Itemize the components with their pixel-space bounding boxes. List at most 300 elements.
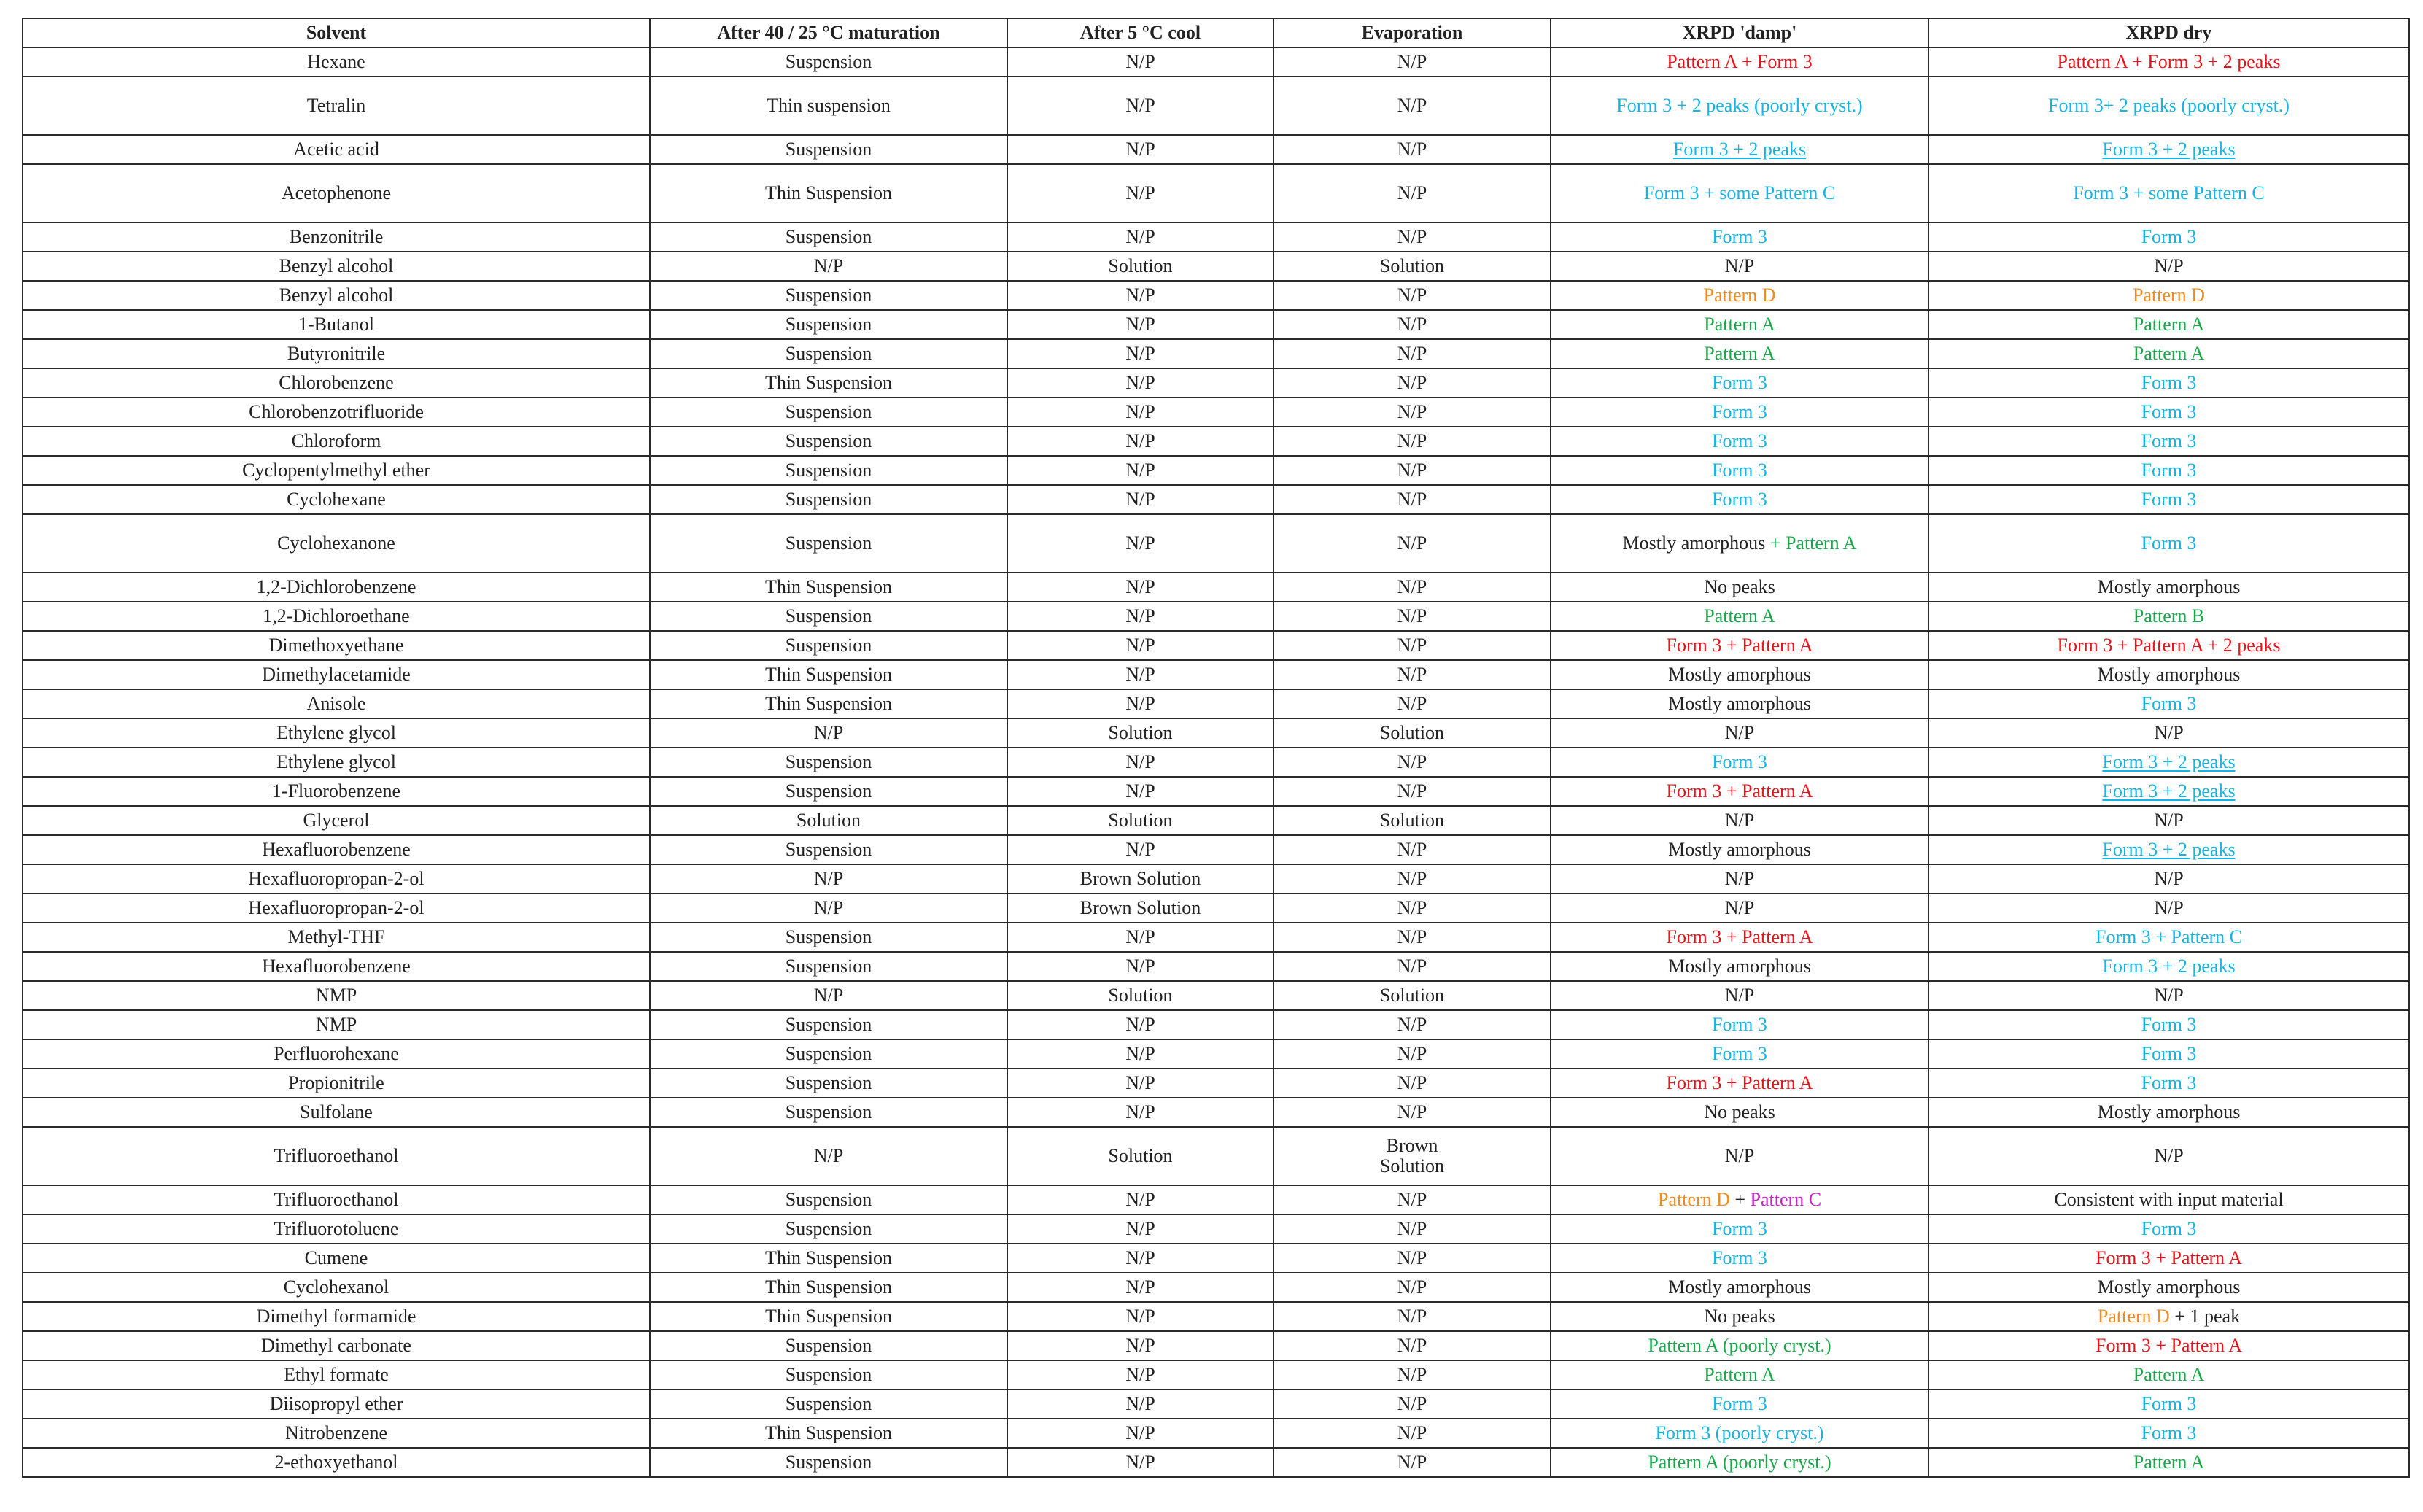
cell-maturation: Suspension — [650, 777, 1007, 806]
cell-cool: Solution — [1007, 981, 1273, 1010]
table-row — [23, 514, 2409, 573]
cell-xrpd-damp — [1551, 164, 1928, 222]
xrpd-result-segment: Form 3 — [2141, 459, 2197, 481]
xrpd-result-segment: Form 3 — [1712, 430, 1767, 451]
xrpd-result-segment: N/P — [2154, 984, 2184, 1006]
xrpd-result-segment: Pattern A + Form 3 + 2 peaks — [2057, 50, 2281, 72]
cell-xrpd-damp — [1551, 339, 1928, 368]
xrpd-result-segment: Mostly amorphous — [2097, 1276, 2241, 1298]
cell-xrpd-damp — [1551, 1302, 1928, 1331]
xrpd-result-segment: Form 3 — [1712, 1247, 1767, 1268]
cell-solvent: Chlorobenzotrifluoride — [23, 398, 650, 427]
cell-solvent: Dimethylacetamide — [23, 660, 650, 689]
cell-xrpd-dry — [1928, 602, 2409, 631]
cell-maturation: Suspension — [650, 1389, 1007, 1419]
header-evaporation: Evaporation — [1273, 18, 1551, 47]
xrpd-result-segment: N/P — [2154, 255, 2184, 276]
xrpd-result-segment: Form 3 — [2141, 1392, 2197, 1414]
xrpd-result-segment: Form 3 + Pattern A — [2096, 1334, 2242, 1356]
xrpd-result-segment: Pattern A — [2133, 313, 2205, 335]
cell-xrpd-damp — [1551, 718, 1928, 748]
xrpd-result-segment: Pattern C — [1750, 1188, 1822, 1210]
xrpd-result-segment: Form 3 — [2141, 488, 2197, 510]
cell-xrpd-dry — [1928, 222, 2409, 252]
table-body — [23, 47, 2409, 1477]
cell-evaporation: N/P — [1273, 1185, 1551, 1214]
cell-evaporation: N/P — [1273, 135, 1551, 164]
table-row — [23, 835, 2409, 864]
xrpd-result-segment: Pattern A + Form 3 — [1667, 50, 1813, 72]
cell-cool: N/P — [1007, 1214, 1273, 1244]
xrpd-result-segment: Pattern D — [2097, 1305, 2170, 1327]
xrpd-result-segment: Form 3 — [1712, 371, 1767, 393]
cell-xrpd-damp — [1551, 1010, 1928, 1039]
cell-xrpd-dry — [1928, 806, 2409, 835]
cell-cool: N/P — [1007, 1010, 1273, 1039]
cell-solvent: 1,2-Dichloroethane — [23, 602, 650, 631]
cell-xrpd-damp — [1551, 456, 1928, 485]
cell-xrpd-dry — [1928, 1331, 2409, 1360]
xrpd-result-segment: Mostly amorphous — [1622, 532, 1766, 554]
xrpd-result-segment: Form 3 + Pattern A + 2 peaks — [2057, 634, 2281, 656]
xrpd-result-segment: Form 3 — [2141, 1422, 2197, 1443]
cell-maturation: Suspension — [650, 222, 1007, 252]
xrpd-result-segment: Form 3 + 2 peaks — [2102, 955, 2236, 977]
cell-evaporation: Solution — [1273, 806, 1551, 835]
header-xrpd-dry: XRPD dry — [1928, 18, 2409, 47]
cell-maturation: N/P — [650, 893, 1007, 923]
cell-xrpd-dry — [1928, 718, 2409, 748]
cell-evaporation: N/P — [1273, 1360, 1551, 1389]
cell-xrpd-damp — [1551, 1039, 1928, 1069]
xrpd-result-segment: Pattern A — [1704, 1363, 1775, 1385]
xrpd-result-segment: Form 3 + 2 peaks — [2102, 838, 2236, 860]
xrpd-result-segment: Consistent with input material — [2054, 1188, 2284, 1210]
cell-xrpd-damp — [1551, 660, 1928, 689]
cell-maturation: Suspension — [650, 427, 1007, 456]
cell-evaporation: N/P — [1273, 398, 1551, 427]
table-row — [23, 573, 2409, 602]
cell-cool: N/P — [1007, 1098, 1273, 1127]
cell-evaporation: N/P — [1273, 1010, 1551, 1039]
table-row — [23, 1185, 2409, 1214]
cell-xrpd-damp — [1551, 777, 1928, 806]
xrpd-result-segment: Form 3 — [1712, 1217, 1767, 1239]
cell-xrpd-damp — [1551, 1419, 1928, 1448]
xrpd-result-segment: No peaks — [1704, 575, 1775, 597]
cell-xrpd-damp — [1551, 514, 1928, 573]
cell-cool: Brown Solution — [1007, 893, 1273, 923]
cell-cool: N/P — [1007, 748, 1273, 777]
cell-solvent: Benzyl alcohol — [23, 252, 650, 281]
cell-solvent: Trifluorotoluene — [23, 1214, 650, 1244]
cell-xrpd-damp — [1551, 398, 1928, 427]
cell-xrpd-damp — [1551, 368, 1928, 398]
cell-solvent: Benzyl alcohol — [23, 281, 650, 310]
cell-solvent: NMP — [23, 981, 650, 1010]
cell-maturation: Suspension — [650, 281, 1007, 310]
xrpd-result-segment: Form 3 + 2 peaks — [2102, 751, 2236, 772]
cell-maturation: Thin Suspension — [650, 1302, 1007, 1331]
cell-xrpd-dry — [1928, 1039, 2409, 1069]
cell-solvent: Trifluoroethanol — [23, 1185, 650, 1214]
cell-evaporation: N/P — [1273, 1214, 1551, 1244]
cell-cool: N/P — [1007, 952, 1273, 981]
cell-xrpd-damp — [1551, 1331, 1928, 1360]
cell-xrpd-damp — [1551, 893, 1928, 923]
cell-xrpd-damp — [1551, 806, 1928, 835]
xrpd-result-segment: Pattern A — [1704, 313, 1775, 335]
cell-maturation: Thin Suspension — [650, 368, 1007, 398]
cell-evaporation: N/P — [1273, 485, 1551, 514]
cell-maturation: Suspension — [650, 1360, 1007, 1389]
table-row — [23, 456, 2409, 485]
xrpd-result-segment: Form 3 + 2 peaks — [1672, 138, 1807, 160]
cell-maturation: Suspension — [650, 1098, 1007, 1127]
cell-cool: N/P — [1007, 573, 1273, 602]
cell-maturation: Thin suspension — [650, 77, 1007, 135]
cell-xrpd-damp — [1551, 1448, 1928, 1477]
cell-xrpd-damp — [1551, 981, 1928, 1010]
cell-maturation: N/P — [650, 252, 1007, 281]
cell-evaporation: N/P — [1273, 514, 1551, 573]
cell-cool: N/P — [1007, 1302, 1273, 1331]
xrpd-result-segment: Pattern A — [2133, 1363, 2205, 1385]
xrpd-result-segment: Form 3 + some Pattern C — [1643, 182, 1836, 203]
cell-maturation: Suspension — [650, 485, 1007, 514]
cell-xrpd-dry — [1928, 135, 2409, 164]
cell-xrpd-dry — [1928, 1069, 2409, 1098]
cell-maturation: Suspension — [650, 310, 1007, 339]
cell-evaporation: N/P — [1273, 47, 1551, 77]
table-row — [23, 777, 2409, 806]
cell-maturation: N/P — [650, 864, 1007, 893]
table-row — [23, 252, 2409, 281]
cell-xrpd-dry — [1928, 485, 2409, 514]
table-row — [23, 1389, 2409, 1419]
cell-cool: N/P — [1007, 660, 1273, 689]
cell-xrpd-dry — [1928, 1302, 2409, 1331]
xrpd-result-segment: Form 3+ 2 peaks (poorly cryst.) — [2048, 94, 2290, 116]
header-xrpd-damp: XRPD 'damp' — [1551, 18, 1928, 47]
cell-xrpd-dry — [1928, 1419, 2409, 1448]
xrpd-result-segment: Form 3 — [2141, 532, 2197, 554]
cell-maturation: Suspension — [650, 398, 1007, 427]
cell-xrpd-damp — [1551, 923, 1928, 952]
xrpd-result-segment: Form 3 — [2141, 1042, 2197, 1064]
cell-evaporation: Brown Solution — [1273, 1127, 1551, 1185]
cell-xrpd-dry — [1928, 923, 2409, 952]
cell-cool: N/P — [1007, 1448, 1273, 1477]
table-row — [23, 1419, 2409, 1448]
cell-maturation: Suspension — [650, 748, 1007, 777]
cell-maturation: Suspension — [650, 1331, 1007, 1360]
cell-maturation: Thin Suspension — [650, 1273, 1007, 1302]
table-row — [23, 923, 2409, 952]
xrpd-result-segment: Pattern A — [1704, 605, 1775, 627]
cell-cool: N/P — [1007, 514, 1273, 573]
cell-solvent: Hexafluoropropan-2-ol — [23, 893, 650, 923]
cell-cool: N/P — [1007, 1244, 1273, 1273]
cell-xrpd-dry — [1928, 1010, 2409, 1039]
cell-xrpd-damp — [1551, 135, 1928, 164]
cell-maturation: Suspension — [650, 47, 1007, 77]
cell-xrpd-damp — [1551, 281, 1928, 310]
cell-solvent: Diisopropyl ether — [23, 1389, 650, 1419]
cell-xrpd-dry — [1928, 573, 2409, 602]
xrpd-result-segment: Form 3 — [1712, 459, 1767, 481]
cell-xrpd-dry — [1928, 1244, 2409, 1273]
cell-maturation: Suspension — [650, 1214, 1007, 1244]
xrpd-result-segment: Mostly amorphous — [1668, 955, 1811, 977]
cell-xrpd-damp — [1551, 1244, 1928, 1273]
cell-xrpd-dry — [1928, 77, 2409, 135]
xrpd-result-segment: Pattern A — [1704, 342, 1775, 364]
cell-xrpd-damp — [1551, 952, 1928, 981]
cell-solvent: Tetralin — [23, 77, 650, 135]
cell-solvent: Cyclohexanone — [23, 514, 650, 573]
xrpd-result-segment: Mostly amorphous — [2097, 575, 2241, 597]
cell-xrpd-damp — [1551, 1069, 1928, 1098]
cell-maturation: Suspension — [650, 923, 1007, 952]
cell-xrpd-dry — [1928, 1448, 2409, 1477]
cell-maturation: Thin Suspension — [650, 573, 1007, 602]
cell-xrpd-damp — [1551, 47, 1928, 77]
xrpd-result-segment: Pattern A (poorly cryst.) — [1648, 1451, 1831, 1473]
table-row — [23, 602, 2409, 631]
table-row — [23, 1214, 2409, 1244]
header-cool: After 5 °C cool — [1007, 18, 1273, 47]
cell-cool: Solution — [1007, 252, 1273, 281]
cell-cool: Solution — [1007, 1127, 1273, 1185]
cell-maturation: Suspension — [650, 456, 1007, 485]
cell-xrpd-dry — [1928, 427, 2409, 456]
cell-cool: N/P — [1007, 456, 1273, 485]
cell-solvent: 1-Butanol — [23, 310, 650, 339]
table-row — [23, 1010, 2409, 1039]
xrpd-result-segment: N/P — [2154, 867, 2184, 889]
table-row — [23, 1273, 2409, 1302]
cell-xrpd-dry — [1928, 952, 2409, 981]
table-row — [23, 135, 2409, 164]
cell-xrpd-damp — [1551, 602, 1928, 631]
cell-evaporation: N/P — [1273, 1039, 1551, 1069]
cell-evaporation: Solution — [1273, 981, 1551, 1010]
cell-evaporation: N/P — [1273, 164, 1551, 222]
cell-cool: N/P — [1007, 427, 1273, 456]
xrpd-result-segment: Form 3 — [2141, 1217, 2197, 1239]
cell-maturation: Solution — [650, 806, 1007, 835]
cell-maturation: Suspension — [650, 339, 1007, 368]
cell-evaporation: N/P — [1273, 310, 1551, 339]
xrpd-result-segment: Form 3 — [2141, 225, 2197, 247]
table-row — [23, 952, 2409, 981]
xrpd-result-segment: Pattern D — [1657, 1188, 1730, 1210]
table-row — [23, 1098, 2409, 1127]
cell-xrpd-dry — [1928, 252, 2409, 281]
cell-evaporation: N/P — [1273, 1069, 1551, 1098]
xrpd-result-segment: Form 3 — [1712, 1013, 1767, 1035]
cell-xrpd-dry — [1928, 339, 2409, 368]
cell-solvent: Hexafluoropropan-2-ol — [23, 864, 650, 893]
table-row — [23, 339, 2409, 368]
header-row — [23, 18, 2409, 47]
cell-evaporation: N/P — [1273, 602, 1551, 631]
cell-xrpd-damp — [1551, 1098, 1928, 1127]
cell-evaporation: N/P — [1273, 631, 1551, 660]
cell-maturation: Thin Suspension — [650, 1244, 1007, 1273]
cell-xrpd-dry — [1928, 631, 2409, 660]
cell-xrpd-damp — [1551, 310, 1928, 339]
cell-xrpd-dry — [1928, 864, 2409, 893]
table-row — [23, 718, 2409, 748]
cell-cool: Solution — [1007, 718, 1273, 748]
xrpd-result-segment: Form 3 — [2141, 430, 2197, 451]
cell-solvent: 2-ethoxyethanol — [23, 1448, 650, 1477]
table-row — [23, 1302, 2409, 1331]
cell-xrpd-dry — [1928, 660, 2409, 689]
cell-cool: N/P — [1007, 339, 1273, 368]
table-row — [23, 1331, 2409, 1360]
cell-solvent: Cyclopentylmethyl ether — [23, 456, 650, 485]
cell-cool: N/P — [1007, 398, 1273, 427]
table-row — [23, 164, 2409, 222]
xrpd-result-segment: N/P — [1724, 984, 1755, 1006]
xrpd-result-segment: Pattern B — [2133, 605, 2205, 627]
xrpd-result-segment: N/P — [2154, 809, 2184, 831]
xrpd-result-segment: Form 3 + Pattern C — [2096, 926, 2242, 947]
xrpd-result-segment: Form 3 + Pattern A — [1666, 634, 1813, 656]
xrpd-result-segment: N/P — [1724, 809, 1755, 831]
cell-evaporation: N/P — [1273, 660, 1551, 689]
xrpd-result-segment: Pattern D — [1703, 284, 1776, 306]
cell-evaporation: N/P — [1273, 1244, 1551, 1273]
cell-evaporation: N/P — [1273, 748, 1551, 777]
cell-xrpd-damp — [1551, 1185, 1928, 1214]
table-row — [23, 281, 2409, 310]
table-row — [23, 806, 2409, 835]
cell-maturation: Suspension — [650, 1448, 1007, 1477]
xrpd-result-segment: N/P — [1724, 255, 1755, 276]
cell-maturation: Thin Suspension — [650, 1419, 1007, 1448]
cell-xrpd-damp — [1551, 631, 1928, 660]
xrpd-result-segment: N/P — [1724, 896, 1755, 918]
cell-xrpd-damp — [1551, 1389, 1928, 1419]
table-row — [23, 864, 2409, 893]
xrpd-result-segment: + 1 peak — [2169, 1305, 2241, 1327]
cell-solvent: Nitrobenzene — [23, 1419, 650, 1448]
cell-xrpd-dry — [1928, 514, 2409, 573]
cell-solvent: Chloroform — [23, 427, 650, 456]
cell-maturation: Suspension — [650, 602, 1007, 631]
xrpd-result-segment: Mostly amorphous — [1668, 838, 1811, 860]
cell-cool: N/P — [1007, 835, 1273, 864]
cell-solvent: Benzonitrile — [23, 222, 650, 252]
cell-evaporation: N/P — [1273, 281, 1551, 310]
cell-maturation: Suspension — [650, 1185, 1007, 1214]
cell-maturation: Suspension — [650, 1069, 1007, 1098]
xrpd-result-segment: No peaks — [1704, 1101, 1775, 1123]
cell-solvent: Butyronitrile — [23, 339, 650, 368]
cell-cool: Solution — [1007, 806, 1273, 835]
cell-evaporation: N/P — [1273, 456, 1551, 485]
xrpd-result-segment: Pattern A — [2133, 1451, 2205, 1473]
table-row — [23, 485, 2409, 514]
cell-xrpd-damp — [1551, 485, 1928, 514]
cell-xrpd-damp — [1551, 748, 1928, 777]
xrpd-result-segment: N/P — [2154, 1144, 2184, 1166]
cell-cool: N/P — [1007, 135, 1273, 164]
xrpd-result-segment: Pattern A — [2133, 342, 2205, 364]
xrpd-result-segment: Form 3 + Pattern A — [1666, 780, 1813, 802]
table-row — [23, 1448, 2409, 1477]
table-row — [23, 1039, 2409, 1069]
xrpd-result-segment: Form 3 + some Pattern C — [2073, 182, 2265, 203]
cell-maturation: Suspension — [650, 1010, 1007, 1039]
xrpd-result-segment: Mostly amorphous — [1668, 1276, 1811, 1298]
xrpd-result-segment: Pattern D — [2133, 284, 2205, 306]
cell-evaporation: N/P — [1273, 339, 1551, 368]
cell-cool: N/P — [1007, 485, 1273, 514]
cell-xrpd-dry — [1928, 310, 2409, 339]
xrpd-result-segment: Mostly amorphous — [2097, 663, 2241, 685]
cell-solvent: Ethyl formate — [23, 1360, 650, 1389]
cell-evaporation: N/P — [1273, 923, 1551, 952]
cell-evaporation: N/P — [1273, 222, 1551, 252]
cell-cool: N/P — [1007, 631, 1273, 660]
cell-cool: N/P — [1007, 1360, 1273, 1389]
cell-xrpd-dry — [1928, 456, 2409, 485]
xrpd-result-segment: Mostly amorphous — [1668, 663, 1811, 685]
cell-xrpd-dry — [1928, 1214, 2409, 1244]
cell-evaporation: Solution — [1273, 252, 1551, 281]
table-row — [23, 222, 2409, 252]
cell-maturation: Suspension — [650, 952, 1007, 981]
cell-maturation: Thin Suspension — [650, 660, 1007, 689]
cell-evaporation: N/P — [1273, 573, 1551, 602]
cell-cool: N/P — [1007, 1039, 1273, 1069]
cell-cool: N/P — [1007, 1331, 1273, 1360]
cell-evaporation: Solution — [1273, 718, 1551, 748]
table-row — [23, 1360, 2409, 1389]
xrpd-result-segment: + Pattern A — [1765, 532, 1857, 554]
table-row — [23, 368, 2409, 398]
cell-xrpd-dry — [1928, 1389, 2409, 1419]
cell-xrpd-damp — [1551, 1214, 1928, 1244]
cell-maturation: Suspension — [650, 631, 1007, 660]
xrpd-result-segment: Form 3 — [1712, 400, 1767, 422]
xrpd-result-segment: Pattern A (poorly cryst.) — [1648, 1334, 1831, 1356]
cell-solvent: Acetic acid — [23, 135, 650, 164]
table-row — [23, 631, 2409, 660]
cell-evaporation: N/P — [1273, 368, 1551, 398]
cell-cool: N/P — [1007, 777, 1273, 806]
cell-maturation: Thin Suspension — [650, 689, 1007, 718]
cell-solvent: Hexafluorobenzene — [23, 952, 650, 981]
cell-xrpd-dry — [1928, 835, 2409, 864]
cell-xrpd-dry — [1928, 689, 2409, 718]
xrpd-result-segment: + — [1729, 1188, 1751, 1210]
cell-xrpd-dry — [1928, 893, 2409, 923]
header-solvent: Solvent — [23, 18, 650, 47]
cell-solvent: Trifluoroethanol — [23, 1127, 650, 1185]
cell-xrpd-dry — [1928, 281, 2409, 310]
cell-solvent: Methyl-THF — [23, 923, 650, 952]
cell-xrpd-dry — [1928, 1360, 2409, 1389]
xrpd-result-segment: Form 3 — [1712, 1042, 1767, 1064]
cell-xrpd-dry — [1928, 164, 2409, 222]
cell-solvent: Propionitrile — [23, 1069, 650, 1098]
